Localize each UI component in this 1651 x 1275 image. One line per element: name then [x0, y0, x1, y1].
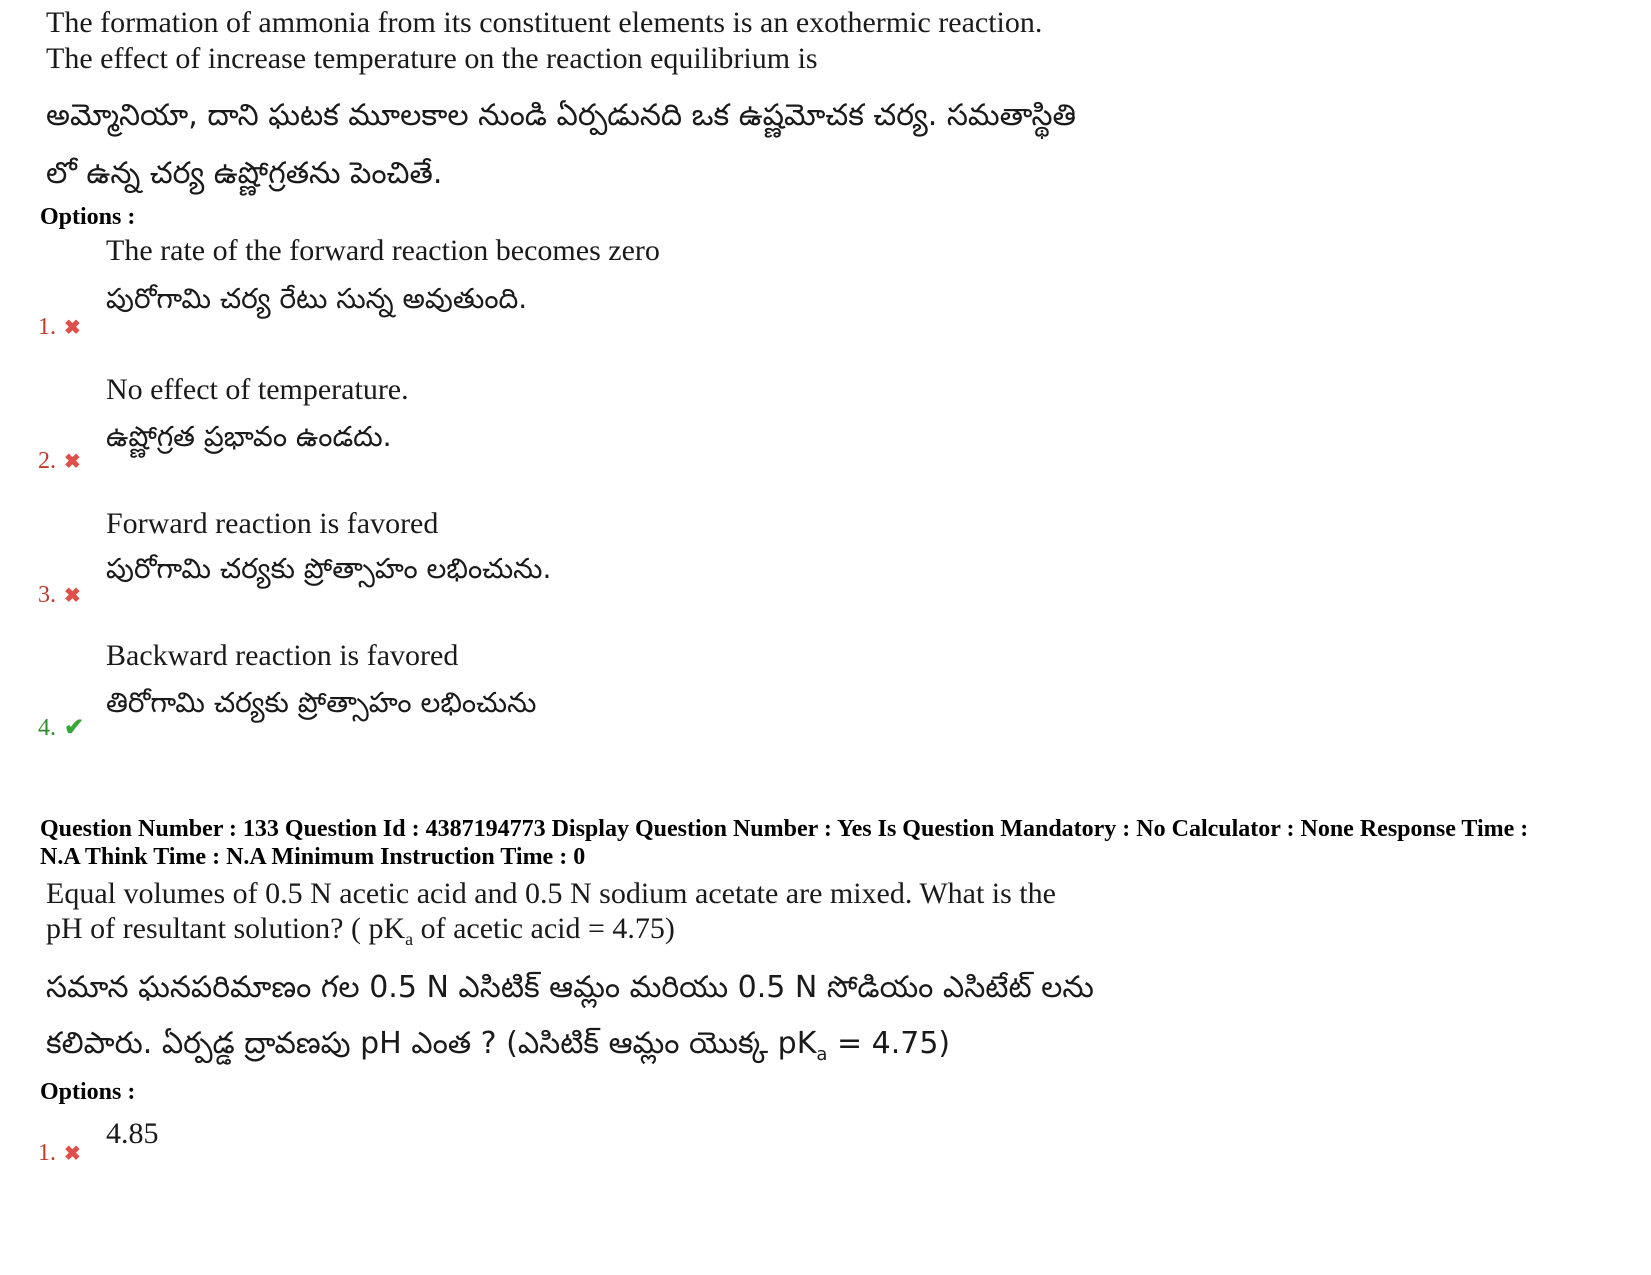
cross-mark-icon: ✖	[64, 585, 81, 607]
question-text-line: The effect of increase temperature on the reaction equilibrium is	[46, 42, 818, 75]
option-text-telugu: పురోగామి చర్య రేటు సున్న అవుతుంది.	[106, 282, 528, 315]
option-text: 4.85	[106, 1117, 159, 1150]
option-text-telugu: పురోగామి చర్యకు ప్రోత్సాహం లభించును.	[106, 552, 552, 585]
question-text-part: pH of resultant solution? ( pK	[46, 912, 406, 945]
option-text-telugu: ఉష్ణోగ్రత ప్రభావం ఉండదు.	[106, 420, 392, 453]
options-label: Options :	[40, 1079, 136, 1105]
question-metadata	[40, 815, 1620, 871]
option-text: The rate of the forward reaction becomes zero	[106, 234, 660, 267]
option-number-label: 1.	[38, 314, 56, 340]
option-text: Backward reaction is favored	[106, 639, 459, 672]
question-text-line	[46, 910, 675, 958]
check-mark-icon: ✔	[64, 715, 85, 741]
option-number	[38, 582, 81, 609]
question-metadata-line: N.A Think Time : N.A Minimum Instruction Time : 0	[40, 844, 586, 870]
option-number-label: 2.	[38, 448, 56, 474]
options-label: Options :	[40, 204, 136, 230]
option-number-label: 1.	[38, 1140, 56, 1166]
question-text-line: Equal volumes of 0.5 N acetic acid and 0.5 N sodium acetate are mixed. What is the	[46, 877, 1056, 910]
cross-mark-icon: ✖	[64, 451, 81, 473]
option-number	[38, 1140, 81, 1167]
option-number-label: 4.	[38, 715, 56, 741]
question-metadata-line: Question Number : 133 Question Id : 4387194773 Display Question Number : Yes Is Question Mandatory : No Calculator : None Response Time :	[40, 816, 1529, 842]
question-text-part: కలిపారు. ఏర్పడ్డ ద్రావణపు pH ఎంత ? (ఎసిటిక్ ఆమ్లం యొక్క pK	[46, 1026, 817, 1061]
subscript: a	[816, 1044, 828, 1065]
question-text-line: The formation of ammonia from its constituent elements is an exothermic reaction.	[46, 6, 1043, 39]
option-text: No effect of temperature.	[106, 373, 409, 406]
option-number-label: 3.	[38, 582, 56, 608]
option-number	[38, 713, 84, 742]
subscript: a	[405, 929, 414, 949]
question-text-telugu	[46, 1024, 950, 1075]
question-text-telugu: సమాన ఘనపరిమాణం గల 0.5 N ఎసిటిక్ ఆమ్లం మరియు 0.5 N సోడియం ఎసిటేట్ లను	[46, 970, 1094, 1005]
question-text-telugu: లో ఉన్న చర్య ఉష్ణోగ్రతను పెంచితే.	[46, 156, 443, 191]
option-text-telugu: తిరోగామి చర్యకు ప్రోత్సాహం లభించును	[106, 686, 537, 719]
option-number	[38, 448, 81, 475]
option-text: Forward reaction is favored	[106, 507, 439, 540]
cross-mark-icon: ✖	[64, 317, 81, 339]
option-number	[38, 314, 81, 341]
question-text-part: of acetic acid = 4.75)	[413, 912, 675, 945]
question-text-part: = 4.75)	[827, 1026, 951, 1061]
question-text-telugu: అమ్మోనియా, దాని ఘటక మూలకాల నుండి ఏర్పడునది ఒక ఉష్ణమోచక చర్య. సమతాస్థితి	[46, 98, 1077, 133]
cross-mark-icon: ✖	[64, 1143, 81, 1165]
